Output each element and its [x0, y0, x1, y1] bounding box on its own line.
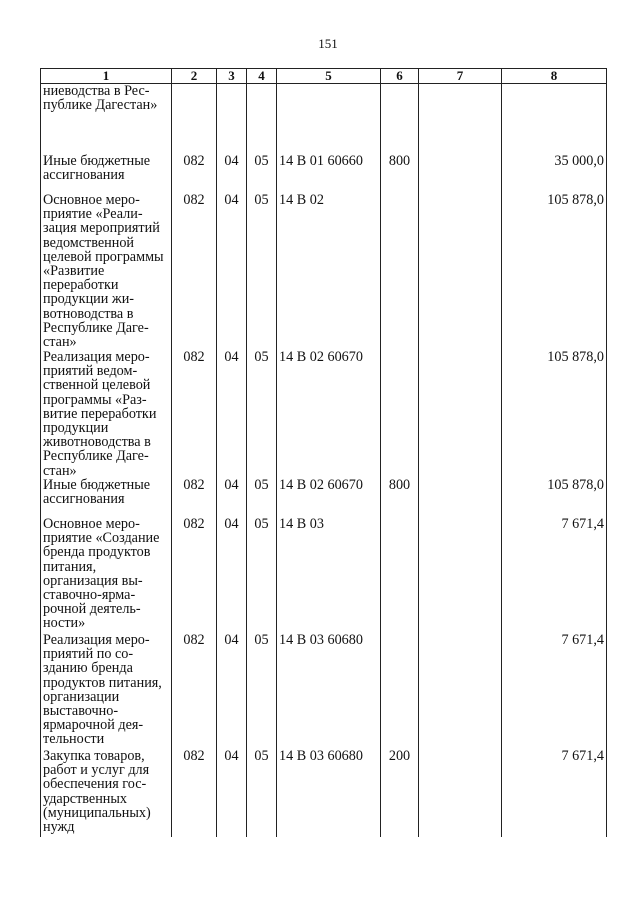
- row-grbs: 082: [172, 154, 217, 193]
- table-header-row: [41, 69, 607, 84]
- row-section: 04: [217, 154, 247, 193]
- row-target-article: 14 В 02 60670: [277, 478, 381, 517]
- table-row: [41, 193, 607, 350]
- row-section: 04: [217, 193, 247, 350]
- row-expense-type: [381, 84, 419, 155]
- row-expense-type: 800: [381, 478, 419, 517]
- column-header: 3: [217, 69, 247, 84]
- table-row: [41, 478, 607, 517]
- row-sum: 105 878,0: [502, 478, 607, 517]
- row-grbs: 082: [172, 517, 217, 633]
- row-subsection: [247, 84, 277, 155]
- row-name: Закупка товаров, работ и услуг для обеспечения государственных (муниципальных) нужд: [41, 749, 172, 837]
- row-name: Реализация мероприятий ведомственной целевой программы «Развитие переработки продукции животноводства в Республике Дагестан»: [41, 350, 172, 478]
- row-name: Основное мероприятие «Реализация мероприятий ведомственной целевой программы «Развитие переработки продукции животноводства в Республике Дагестан»: [41, 193, 172, 350]
- row-subsection: 05: [247, 193, 277, 350]
- row-sum: 105 878,0: [502, 193, 607, 350]
- row-target-article: 14 В 02: [277, 193, 381, 350]
- budget-table: [40, 68, 607, 837]
- row-subsection: 05: [247, 154, 277, 193]
- row-col7: [419, 517, 502, 633]
- row-col7: [419, 193, 502, 350]
- row-expense-type: [381, 633, 419, 749]
- column-header: 8: [502, 69, 607, 84]
- row-name: Иные бюджетные ассигнования: [41, 478, 172, 517]
- row-col7: [419, 633, 502, 749]
- row-subsection: 05: [247, 478, 277, 517]
- row-col7: [419, 350, 502, 478]
- row-target-article: 14 В 02 60670: [277, 350, 381, 478]
- budget-table-container: [40, 68, 606, 834]
- row-name: Иные бюджетные ассигнования: [41, 154, 172, 193]
- table-row: [41, 749, 607, 837]
- row-subsection: 05: [247, 350, 277, 478]
- row-sum: [502, 84, 607, 155]
- column-header: 2: [172, 69, 217, 84]
- row-grbs: 082: [172, 193, 217, 350]
- row-section: 04: [217, 633, 247, 749]
- row-subsection: 05: [247, 633, 277, 749]
- row-grbs: 082: [172, 350, 217, 478]
- table-row: [41, 84, 607, 155]
- column-header: 1: [41, 69, 172, 84]
- row-sum: 7 671,4: [502, 633, 607, 749]
- row-expense-type: [381, 350, 419, 478]
- row-section: 04: [217, 478, 247, 517]
- column-header: 6: [381, 69, 419, 84]
- row-expense-type: [381, 193, 419, 350]
- row-section: [217, 84, 247, 155]
- row-target-article: 14 В 03 60680: [277, 633, 381, 749]
- column-header: 7: [419, 69, 502, 84]
- row-subsection: 05: [247, 749, 277, 837]
- row-name: Основное мероприятие «Создание бренда продуктов питания, организация выставочно-ярмарочной деятельности»: [41, 517, 172, 633]
- row-grbs: [172, 84, 217, 155]
- row-expense-type: 200: [381, 749, 419, 837]
- row-section: 04: [217, 749, 247, 837]
- row-col7: [419, 84, 502, 155]
- row-grbs: 082: [172, 478, 217, 517]
- row-grbs: 082: [172, 633, 217, 749]
- row-name: ниеводства в Республике Дагестан»: [41, 84, 172, 155]
- row-target-article: [277, 84, 381, 155]
- row-section: 04: [217, 517, 247, 633]
- row-name: Реализация мероприятий по созданию бренда продуктов питания, организации выставочно-ярмарочной деятельности: [41, 633, 172, 749]
- row-col7: [419, 154, 502, 193]
- row-grbs: 082: [172, 749, 217, 837]
- table-row: [41, 517, 607, 633]
- row-col7: [419, 478, 502, 517]
- row-target-article: 14 В 01 60660: [277, 154, 381, 193]
- row-target-article: 14 В 03: [277, 517, 381, 633]
- row-sum: 35 000,0: [502, 154, 607, 193]
- row-subsection: 05: [247, 517, 277, 633]
- row-sum: 7 671,4: [502, 517, 607, 633]
- table-row: [41, 350, 607, 478]
- row-target-article: 14 В 03 60680: [277, 749, 381, 837]
- column-header: 4: [247, 69, 277, 84]
- row-col7: [419, 749, 502, 837]
- table-row: [41, 633, 607, 749]
- row-section: 04: [217, 350, 247, 478]
- column-header: 5: [277, 69, 381, 84]
- row-sum: 105 878,0: [502, 350, 607, 478]
- table-row: [41, 154, 607, 193]
- row-expense-type: [381, 517, 419, 633]
- row-sum: 7 671,4: [502, 749, 607, 837]
- row-expense-type: 800: [381, 154, 419, 193]
- page-number: 151: [318, 36, 338, 51]
